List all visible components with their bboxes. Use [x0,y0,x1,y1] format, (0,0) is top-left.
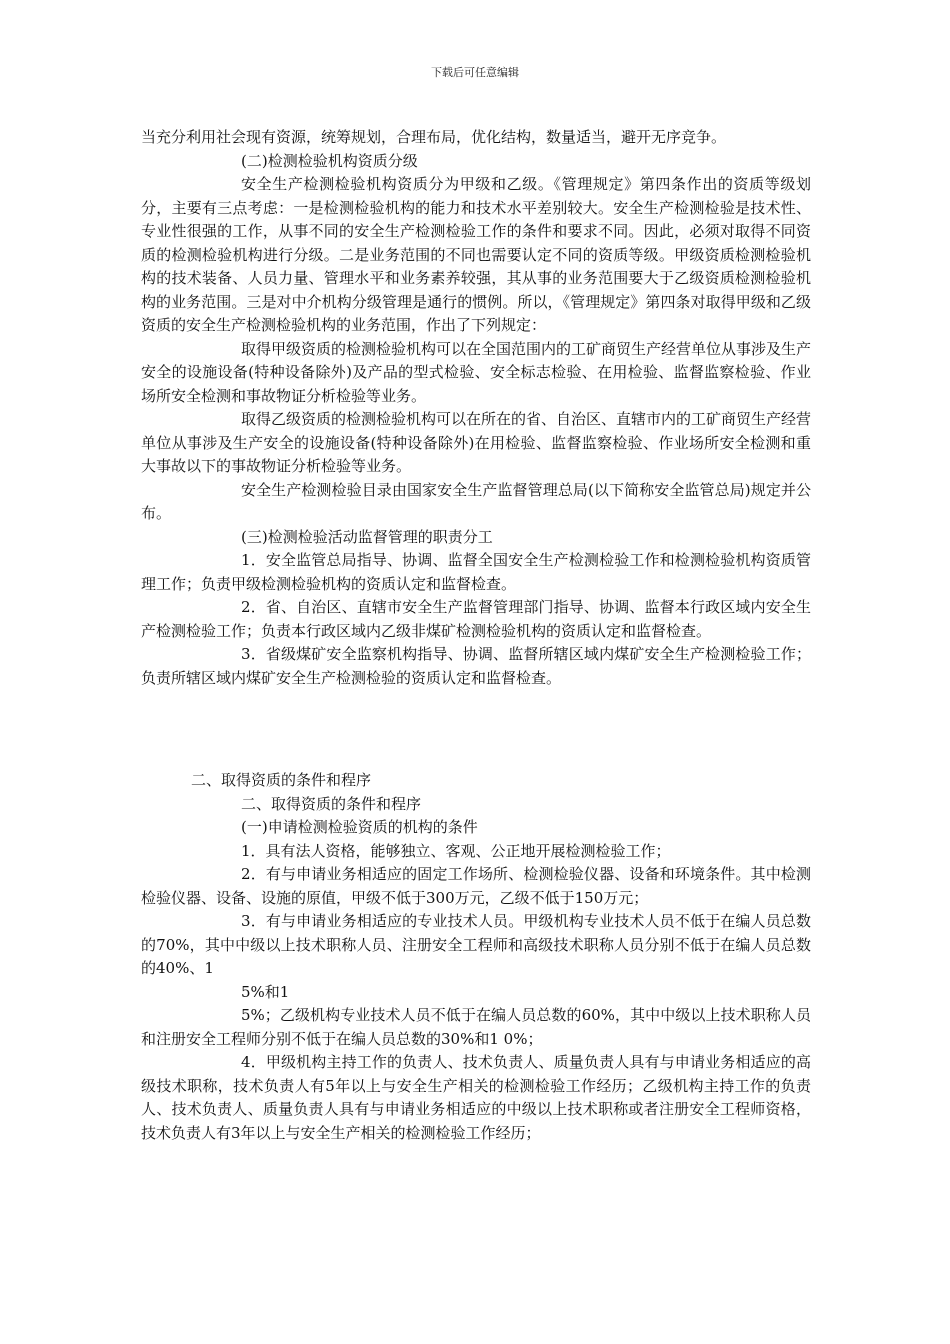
paragraph: 取得甲级资质的检测检验机构可以在全国范围内的工矿商贸生产经营单位从事涉及生产安全的设施设备(特种设备除外)及产品的型式检验、安全标志检验、在用检验、监督监察检验、作业场所安全检测和事故物证分析检验等业务。 [141,339,812,405]
paragraph: 5%；乙级机构专业技术人员不低于在编人员总数的60%，其中中级以上技术职称人员和注册安全工程师分别不低于在编人员总数的30%和1 0%； [141,1006,811,1048]
paragraph: 2．有与申请业务相适应的固定工作场所、检测检验仪器、设备和环境条件。其中检测检验仪器、设备、设施的原值，甲级不低于300万元，乙级不低于150万元； [141,865,811,907]
paragraph: 3．省级煤矿安全监察机构指导、协调、监督所辖区域内煤矿安全生产检测检验工作；负责所辖区域内煤矿安全生产检测检验的资质认定和监督检查。 [141,645,811,687]
paragraph: 1．安全监管总局指导、协调、监督全国安全生产检测检验工作和检测检验机构资质管理工作；负责甲级检测检验机构的资质认定和监督检查。 [141,551,811,593]
paragraph: 当充分利用社会现有资源，统筹规划，合理布局，优化结构，数量适当，避开无序竞争。 [141,128,727,146]
document-body [141,126,811,1145]
paragraph: 3．有与申请业务相适应的专业技术人员。甲级机构专业技术人员不低于在编人员总数的70%，其中中级以上技术职称人员、注册安全工程师和高级技术职称人员分别不低于在编人员总数的40%、1 [141,912,811,977]
page-header: 下载后可任意编辑 [431,66,519,79]
paragraph: (三)检测检验活动监督管理的职责分工 [241,527,493,546]
paragraph: 2．省、自治区、直辖市安全生产监督管理部门指导、协调、监督本行政区域内安全生产检测检验工作；负责本行政区域内乙级非煤矿检测检验机构的资质认定和监督检查。 [141,598,811,640]
paragraph-spacer [141,706,811,753]
paragraph: 安全生产检测检验机构资质分为甲级和乙级。《管理规定》第四条作出的资质等级划分，主要有三点考虑：一是检测检验机构的能力和技术水平差别较大。安全生产检测检验是技术性、专业性很强的工作，从事不同的安全生产检测检验工作的条件和要求不同。因此，必须对取得不同资质的检测检验机构进行分级。二是业务范围的不同也需要认定不同的资质等级。甲级资质检测检验机构的技术装备、人员力量、管理水平和业务素养较强，其从事的业务范围要大于乙级资质检测检验机构的业务范围。三是对中介机构分级管理是通行的惯例。所以，《管理规定》第四条对取得甲级和乙级资质的安全生产检测检验机构的业务范围，作出了下列规定： [141,175,811,334]
paragraph: 二、取得资质的条件和程序 [241,794,422,813]
paragraph: 取得乙级资质的检测检验机构可以在所在的省、自治区、直辖市内的工矿商贸生产经营单位从事涉及生产安全的设施设备(特种设备除外)在用检验、监督监察检验、作业场所安全检测和重大事故以下的事故物证分析检验等业务。 [141,410,812,475]
section-heading: 二、取得资质的条件和程序 [191,771,372,789]
paragraph: 5%和1 [241,982,290,1001]
paragraph: (一)申请检测检验资质的机构的条件 [241,818,478,836]
paragraph: 1．具有法人资格，能够独立、客观、公正地开展检测检验工作； [241,841,671,860]
paragraph: 4．甲级机构主持工作的负责人、技术负责人、质量负责人具有与申请业务相适应的高级技术职称，技术负责人有5年以上与安全生产相关的检测检验工作经历；乙级机构主持工作的负责人、技术负责人、质量负责人具有与申请业务相适应的中级以上技术职称或者注册安全工程师资格，技术负责人有3年以上与安全生产相关的检测检验工作经历； [141,1053,811,1142]
paragraph: (二)检测检验机构资质分级 [241,151,418,170]
paragraph: 安全生产检测检验目录由国家安全生产监督管理总局(以下简称安全监管总局)规定并公布。 [141,480,811,522]
